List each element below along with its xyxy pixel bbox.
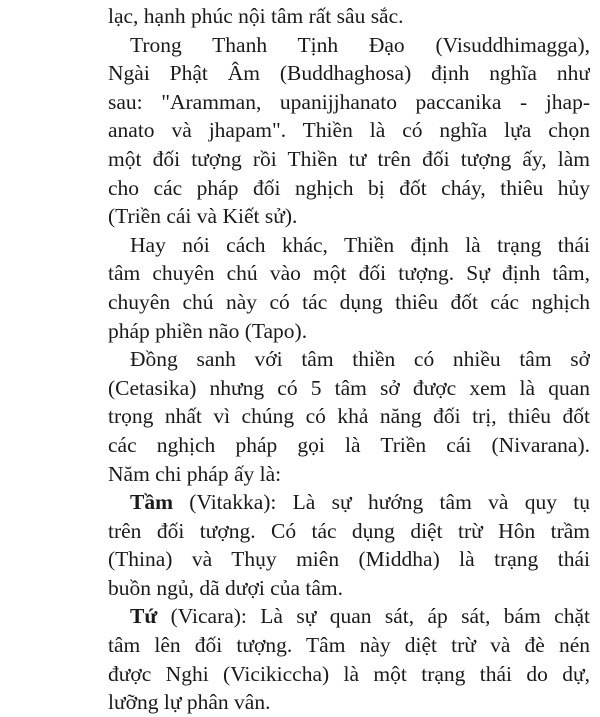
- line-text: lạc, hạnh phúc nội tâm rất sâu sắc.: [108, 4, 404, 28]
- line-text: cho các pháp đối nghịch bị đốt cháy, thiêu hủy: [108, 175, 590, 200]
- line-text: Hay nói cách khác, Thiền định là trạng thái: [130, 232, 590, 257]
- text-line: [108, 174, 590, 203]
- line-text: (Triền cái và Kiết sử).: [108, 204, 298, 229]
- text-line: [108, 660, 590, 689]
- text-line: [108, 431, 590, 460]
- line-text: một đối tượng rồi Thiền tư trên đối tượng ấy, làm: [108, 146, 590, 171]
- text-line: [108, 317, 590, 346]
- bold-term: Tầm: [130, 490, 173, 515]
- text-line: [108, 688, 590, 717]
- line-text: (Thina) và Thụy miên (Middha) là trạng thái: [108, 547, 590, 572]
- line-text: (Vicara): Là sự quan sát, áp sát, bám chặt: [157, 604, 590, 629]
- text-line: [108, 517, 590, 546]
- line-text: được Nghi (Vicikiccha) là một trạng thái do dự,: [108, 661, 590, 686]
- bold-term: Tứ: [130, 604, 158, 629]
- text-line: [108, 460, 590, 489]
- text-line: [108, 345, 590, 374]
- text-line: [108, 602, 590, 631]
- line-text: pháp phiền não (Tapo).: [108, 318, 308, 343]
- line-text: trọng nhất vì chúng có khả năng đối trị, thiêu đốt: [108, 404, 590, 429]
- text-line: [108, 59, 590, 88]
- line-text: (Vitakka): Là sự hướng tâm và quy tụ: [173, 490, 590, 515]
- text-line: [108, 374, 590, 403]
- line-text: chuyên chú này có tác dụng thiêu đốt các nghịch: [108, 289, 590, 314]
- text-line: [108, 488, 590, 517]
- text-line: [108, 116, 590, 145]
- line-text: Ngài Phật Âm (Buddhaghosa) định nghĩa như: [108, 61, 590, 86]
- text-line: [108, 2, 590, 31]
- text-line: [108, 31, 590, 60]
- line-text: Đồng sanh với tâm thiền có nhiều tâm sở: [130, 347, 590, 372]
- text-line: [108, 545, 590, 574]
- text-line: [108, 402, 590, 431]
- text-line: [108, 574, 590, 603]
- body-text: [108, 2, 590, 717]
- line-text: Năm chi pháp ấy là:: [108, 461, 282, 486]
- text-line: [108, 288, 590, 317]
- text-line: [108, 145, 590, 174]
- line-text: các nghịch pháp gọi là Triền cái (Nivarana).: [108, 432, 590, 457]
- text-line: [108, 202, 590, 231]
- line-text: (Cetasika) nhưng có 5 tâm sở được xem là quan: [108, 375, 590, 400]
- line-text: anato và jhapam". Thiền là có nghĩa lựa chọn: [108, 118, 590, 143]
- text-line: [108, 231, 590, 260]
- line-text: sau: "Aramman, upanijjhanato paccanika - jhap-: [108, 89, 590, 114]
- line-text: buồn ngủ, dã dượi của tâm.: [108, 575, 343, 600]
- text-line: [108, 259, 590, 288]
- text-line: [108, 631, 590, 660]
- line-text: trên đối tượng. Có tác dụng diệt trừ Hôn trầm: [108, 518, 590, 543]
- line-text: Trong Thanh Tịnh Đạo (Visuddhimagga),: [130, 32, 590, 57]
- line-text: lưỡng lự phân vân.: [108, 690, 271, 715]
- text-line: [108, 88, 590, 117]
- line-text: tâm lên đối tượng. Tâm này diệt trừ và đè nén: [108, 633, 590, 658]
- line-text: tâm chuyên chú vào một đối tượng. Sự định tâm,: [108, 261, 590, 286]
